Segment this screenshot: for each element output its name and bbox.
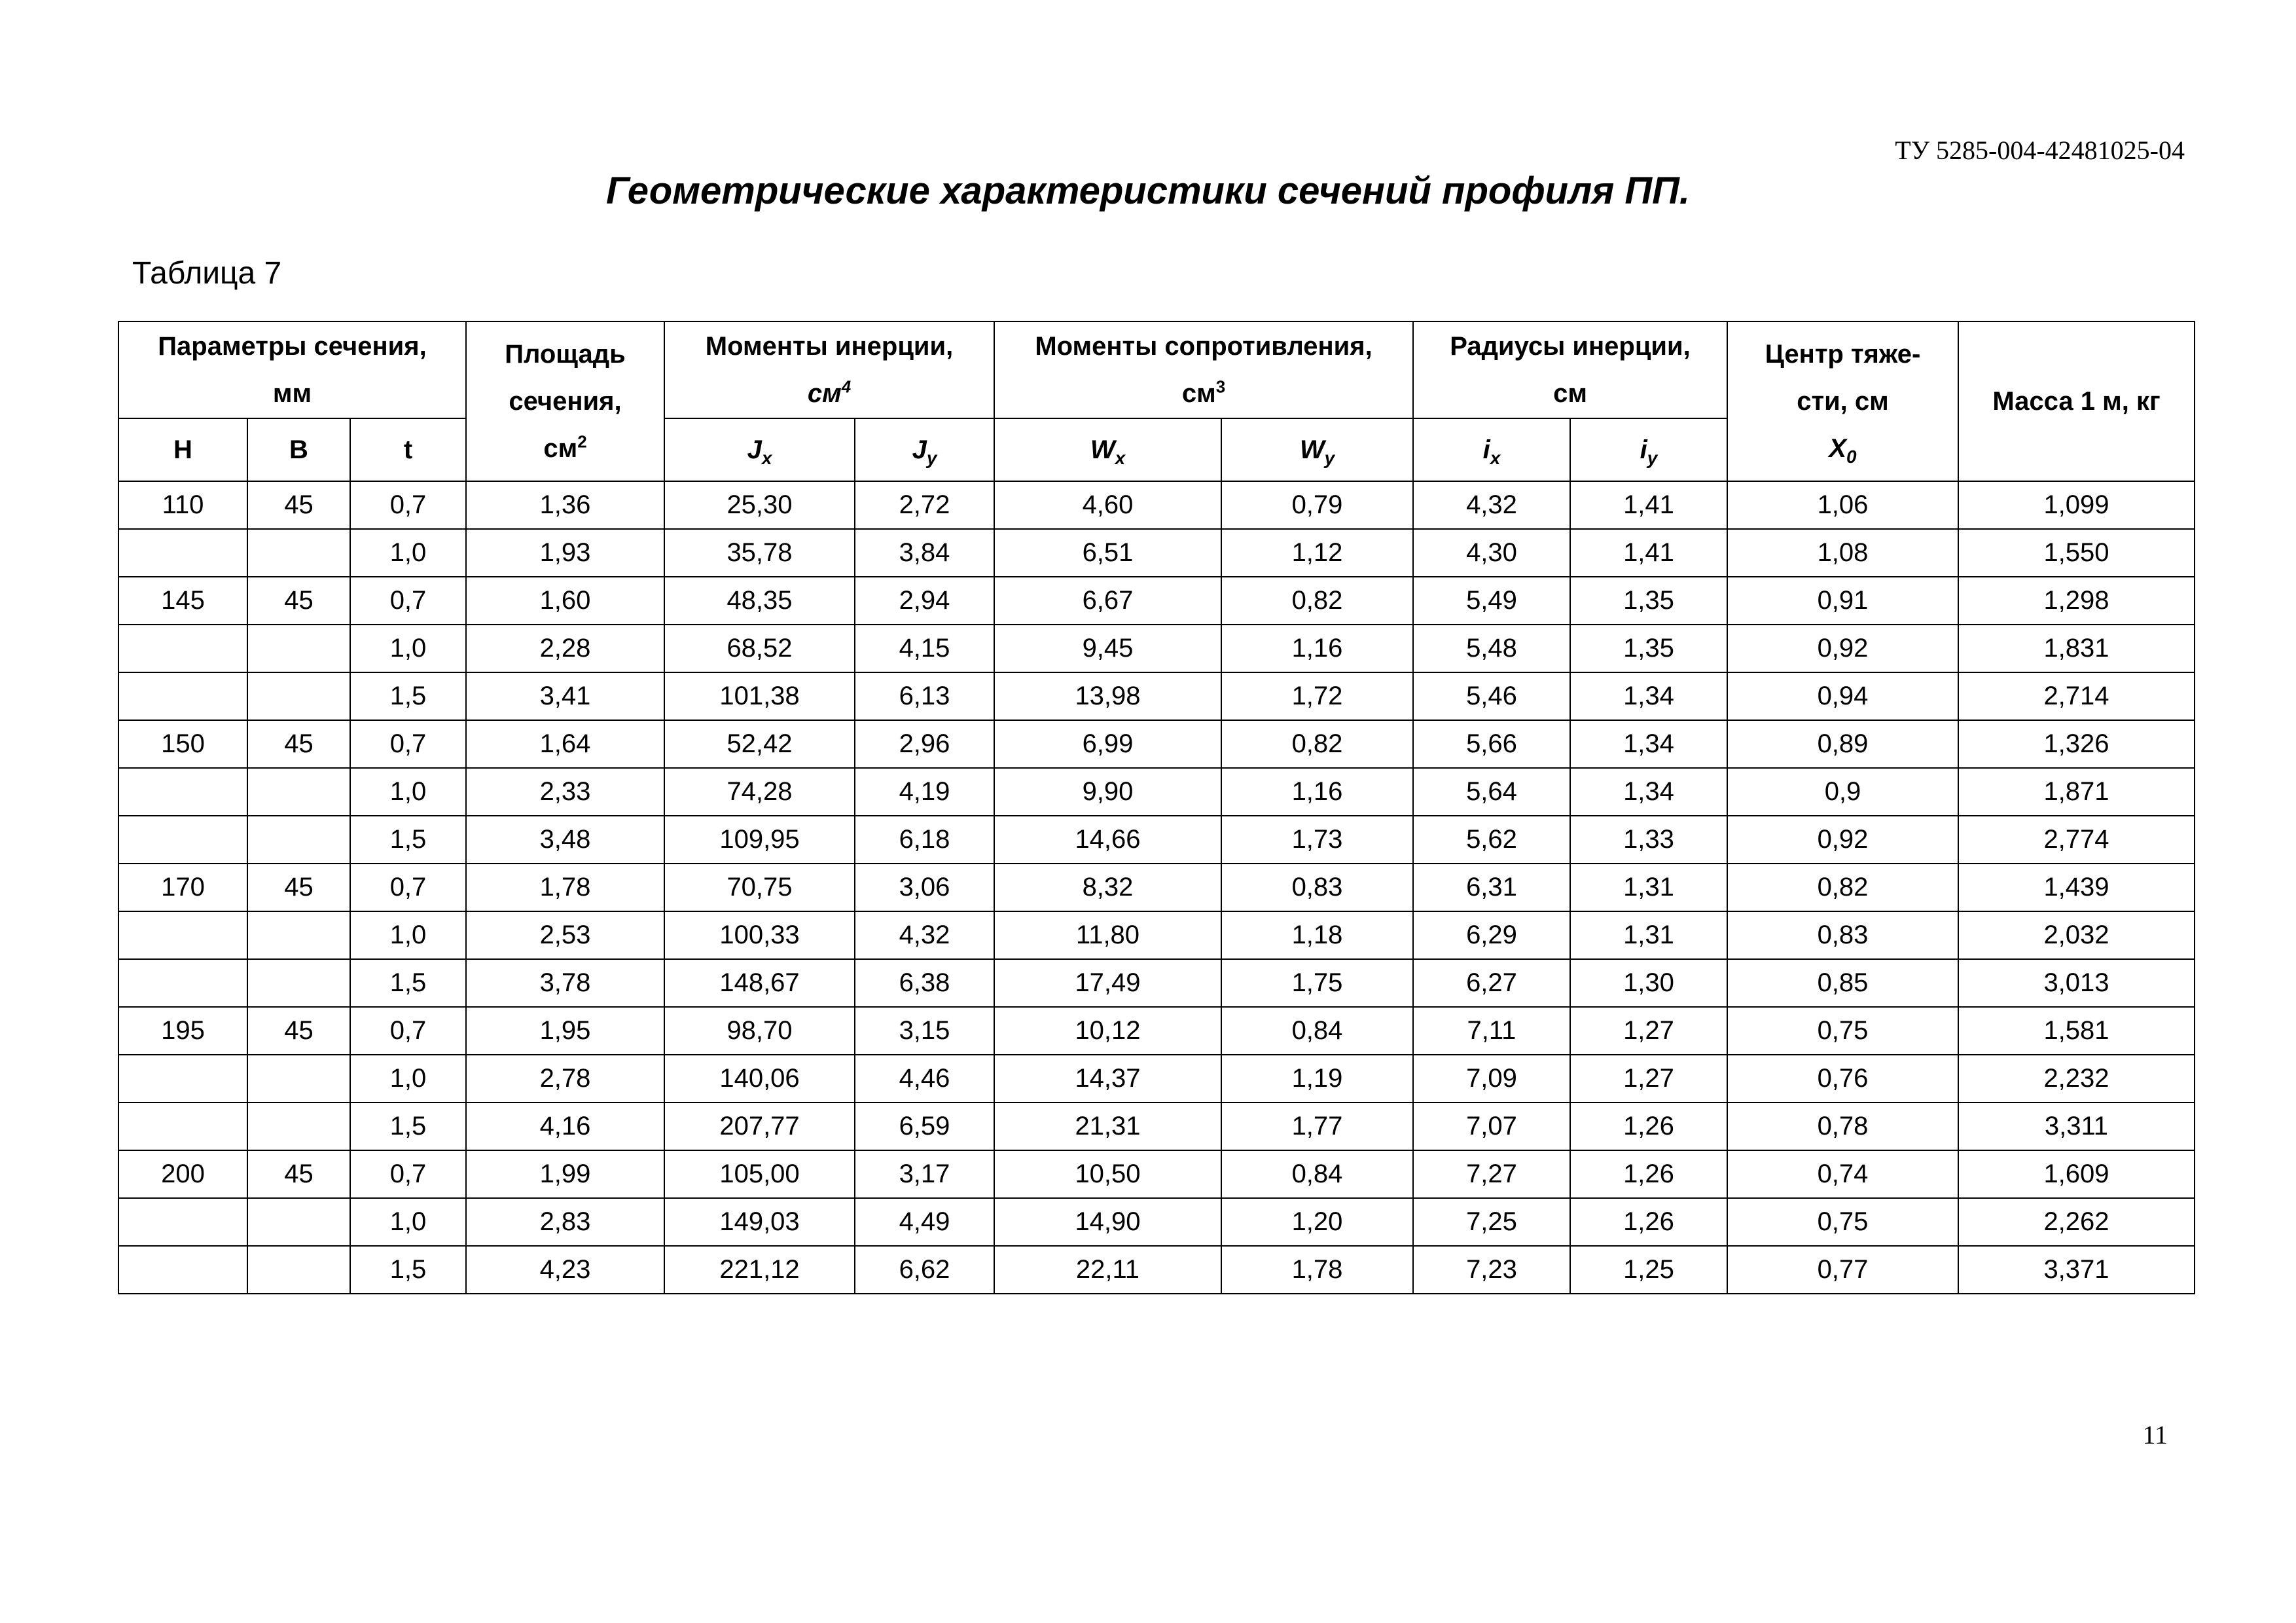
cell-wx: 6,99	[994, 720, 1221, 768]
header-iy	[1570, 418, 1727, 481]
table-row	[118, 720, 2195, 768]
header-area-line1: Площадь	[505, 340, 626, 369]
cell-b	[247, 911, 350, 959]
cell-iy: 1,30	[1570, 959, 1727, 1007]
cell-area: 1,95	[466, 1007, 664, 1055]
cell-wx: 10,50	[994, 1150, 1221, 1198]
cell-jx: 35,78	[664, 529, 855, 577]
cell-b	[247, 1055, 350, 1103]
cell-ix: 7,11	[1413, 1007, 1570, 1055]
cell-area: 1,99	[466, 1150, 664, 1198]
table-row	[118, 911, 2195, 959]
header-center-line2: сти, см	[1797, 387, 1889, 416]
table-row	[118, 1246, 2195, 1294]
cell-mass: 2,262	[1958, 1198, 2195, 1246]
cell-wy: 0,82	[1221, 577, 1413, 625]
cell-h	[118, 1055, 247, 1103]
cell-jx: 70,75	[664, 864, 855, 911]
cell-wy: 1,77	[1221, 1103, 1413, 1150]
cell-h	[118, 1198, 247, 1246]
header-resistance-line1: Моменты сопротивления,	[1035, 332, 1372, 361]
table-row	[118, 816, 2195, 864]
cell-wy: 0,83	[1221, 864, 1413, 911]
cell-mass: 1,298	[1958, 577, 2195, 625]
cell-ix: 7,23	[1413, 1246, 1570, 1294]
cell-jy: 2,96	[855, 720, 994, 768]
header-wy-symbol: W	[1299, 435, 1325, 464]
cell-mass: 2,774	[1958, 816, 2195, 864]
header-section-params-line1: Параметры сечения,	[158, 332, 427, 361]
cell-h: 145	[118, 577, 247, 625]
header-resistance-unit-exp: 3	[1215, 376, 1226, 397]
cell-ix: 5,66	[1413, 720, 1570, 768]
page-title: Геометрические характеристики сечений профиля ПП.	[606, 170, 1690, 212]
header-area-unit: см	[543, 434, 578, 463]
table-row	[118, 959, 2195, 1007]
cell-jx: 68,52	[664, 625, 855, 672]
header-jx-symbol: J	[747, 435, 762, 464]
cell-t: 1,5	[350, 1246, 466, 1294]
header-wx-sub: x	[1115, 448, 1126, 468]
cell-b: 45	[247, 720, 350, 768]
cell-area: 2,33	[466, 768, 664, 816]
cell-iy: 1,26	[1570, 1150, 1727, 1198]
cell-h: 110	[118, 481, 247, 529]
header-wy-sub: y	[1324, 448, 1335, 468]
cell-jy: 6,62	[855, 1246, 994, 1294]
cell-ix: 5,64	[1413, 768, 1570, 816]
cell-area: 2,28	[466, 625, 664, 672]
table-row	[118, 768, 2195, 816]
cell-x0: 0,76	[1727, 1055, 1958, 1103]
header-iy-sub: y	[1647, 448, 1658, 468]
cell-wx: 9,45	[994, 625, 1221, 672]
cell-wy: 1,16	[1221, 768, 1413, 816]
table-row	[118, 1150, 2195, 1198]
cell-iy: 1,34	[1570, 768, 1727, 816]
cell-b	[247, 816, 350, 864]
cell-b: 45	[247, 864, 350, 911]
cell-x0: 1,06	[1727, 481, 1958, 529]
cell-x0: 0,85	[1727, 959, 1958, 1007]
cell-wy: 1,78	[1221, 1246, 1413, 1294]
cell-h: 170	[118, 864, 247, 911]
header-inertia	[664, 321, 994, 418]
cell-jx: 101,38	[664, 672, 855, 720]
cell-t: 1,5	[350, 816, 466, 864]
cell-wy: 1,12	[1221, 529, 1413, 577]
cell-iy: 1,35	[1570, 625, 1727, 672]
cell-jy: 2,72	[855, 481, 994, 529]
table-row	[118, 577, 2195, 625]
header-area-line2: сечения,	[509, 387, 622, 416]
header-inertia-line1: Моменты инерции,	[705, 332, 954, 361]
cell-wy: 1,18	[1221, 911, 1413, 959]
cell-iy: 1,31	[1570, 911, 1727, 959]
cell-t: 0,7	[350, 577, 466, 625]
cell-area: 1,64	[466, 720, 664, 768]
cell-wx: 17,49	[994, 959, 1221, 1007]
cell-jx: 100,33	[664, 911, 855, 959]
cell-ix: 6,31	[1413, 864, 1570, 911]
cell-jy: 6,18	[855, 816, 994, 864]
cell-area: 1,93	[466, 529, 664, 577]
cell-t: 1,5	[350, 672, 466, 720]
cell-h	[118, 959, 247, 1007]
cell-x0: 0,82	[1727, 864, 1958, 911]
cell-wx: 13,98	[994, 672, 1221, 720]
cell-b	[247, 768, 350, 816]
header-t: t	[350, 418, 466, 481]
cell-wy: 0,79	[1221, 481, 1413, 529]
table-label: Таблица 7	[132, 256, 282, 291]
cell-ix: 7,27	[1413, 1150, 1570, 1198]
cell-area: 4,16	[466, 1103, 664, 1150]
cell-jy: 2,94	[855, 577, 994, 625]
header-radius-line2: см	[1553, 379, 1587, 408]
cell-wy: 1,75	[1221, 959, 1413, 1007]
cell-iy: 1,26	[1570, 1103, 1727, 1150]
cell-mass: 1,871	[1958, 768, 2195, 816]
cell-wy: 1,72	[1221, 672, 1413, 720]
cell-x0: 0,77	[1727, 1246, 1958, 1294]
cell-h	[118, 768, 247, 816]
cell-ix: 5,48	[1413, 625, 1570, 672]
cell-ix: 7,09	[1413, 1055, 1570, 1103]
table-row	[118, 1103, 2195, 1150]
cell-t: 0,7	[350, 1007, 466, 1055]
cell-t: 1,0	[350, 1198, 466, 1246]
cell-wx: 11,80	[994, 911, 1221, 959]
cell-h	[118, 529, 247, 577]
cell-iy: 1,27	[1570, 1007, 1727, 1055]
cell-h: 195	[118, 1007, 247, 1055]
cell-t: 1,5	[350, 959, 466, 1007]
cell-jx: 98,70	[664, 1007, 855, 1055]
header-section-params	[118, 321, 466, 418]
cell-iy: 1,25	[1570, 1246, 1727, 1294]
cell-ix: 6,27	[1413, 959, 1570, 1007]
cell-jx: 148,67	[664, 959, 855, 1007]
cell-h	[118, 625, 247, 672]
cell-ix: 7,25	[1413, 1198, 1570, 1246]
cell-mass: 1,439	[1958, 864, 2195, 911]
cell-area: 4,23	[466, 1246, 664, 1294]
header-radius	[1413, 321, 1727, 418]
cell-area: 1,78	[466, 864, 664, 911]
cell-h: 200	[118, 1150, 247, 1198]
cell-b	[247, 1198, 350, 1246]
cell-mass: 1,609	[1958, 1150, 2195, 1198]
cell-wx: 14,37	[994, 1055, 1221, 1103]
document-code: ТУ 5285-004-42481025-04	[1895, 136, 2185, 165]
header-h: H	[118, 418, 247, 481]
cell-iy: 1,33	[1570, 816, 1727, 864]
cell-mass: 1,831	[1958, 625, 2195, 672]
cell-ix: 5,49	[1413, 577, 1570, 625]
cell-h	[118, 911, 247, 959]
header-jy-sub: y	[926, 448, 937, 468]
cell-area: 2,83	[466, 1198, 664, 1246]
cell-jy: 6,38	[855, 959, 994, 1007]
cell-wx: 6,51	[994, 529, 1221, 577]
header-wx-symbol: W	[1090, 435, 1115, 464]
cell-mass: 3,311	[1958, 1103, 2195, 1150]
cell-wy: 0,82	[1221, 720, 1413, 768]
cell-x0: 0,92	[1727, 625, 1958, 672]
cell-x0: 0,75	[1727, 1007, 1958, 1055]
header-jy-symbol: J	[912, 435, 927, 464]
cell-jy: 3,15	[855, 1007, 994, 1055]
cell-jy: 6,59	[855, 1103, 994, 1150]
cell-x0: 0,78	[1727, 1103, 1958, 1150]
cell-h	[118, 672, 247, 720]
cell-h	[118, 1246, 247, 1294]
table-row	[118, 1055, 2195, 1103]
cell-b	[247, 672, 350, 720]
header-iy-symbol: i	[1640, 435, 1647, 464]
header-center-line1: Центр тяже-	[1765, 340, 1921, 369]
cell-h	[118, 816, 247, 864]
cell-jy: 3,06	[855, 864, 994, 911]
header-row-1	[118, 321, 2195, 418]
cell-mass: 2,032	[1958, 911, 2195, 959]
cell-wx: 10,12	[994, 1007, 1221, 1055]
cell-jx: 221,12	[664, 1246, 855, 1294]
cell-x0: 1,08	[1727, 529, 1958, 577]
cell-jy: 3,84	[855, 529, 994, 577]
header-resistance-unit: см	[1181, 379, 1216, 408]
cell-jy: 6,13	[855, 672, 994, 720]
cell-jy: 4,46	[855, 1055, 994, 1103]
header-jy	[855, 418, 994, 481]
header-resistance	[994, 321, 1413, 418]
header-inertia-unit-exp: 4	[841, 376, 852, 397]
cell-jx: 105,00	[664, 1150, 855, 1198]
cell-jy: 3,17	[855, 1150, 994, 1198]
properties-table	[118, 321, 2195, 1294]
cell-jx: 25,30	[664, 481, 855, 529]
cell-x0: 0,75	[1727, 1198, 1958, 1246]
cell-x0: 0,83	[1727, 911, 1958, 959]
cell-b: 45	[247, 481, 350, 529]
cell-wx: 14,90	[994, 1198, 1221, 1246]
cell-b	[247, 959, 350, 1007]
cell-mass: 1,099	[1958, 481, 2195, 529]
cell-t: 1,5	[350, 1103, 466, 1150]
cell-t: 1,0	[350, 768, 466, 816]
header-ix-sub: x	[1490, 448, 1501, 468]
cell-jy: 4,32	[855, 911, 994, 959]
cell-wx: 4,60	[994, 481, 1221, 529]
cell-b	[247, 625, 350, 672]
cell-jy: 4,19	[855, 768, 994, 816]
cell-area: 2,53	[466, 911, 664, 959]
cell-wx: 8,32	[994, 864, 1221, 911]
cell-b	[247, 1103, 350, 1150]
cell-t: 1,0	[350, 529, 466, 577]
header-ix-symbol: i	[1482, 435, 1490, 464]
cell-b: 45	[247, 577, 350, 625]
cell-t: 0,7	[350, 481, 466, 529]
table-row	[118, 625, 2195, 672]
cell-wy: 1,16	[1221, 625, 1413, 672]
cell-ix: 5,46	[1413, 672, 1570, 720]
cell-t: 0,7	[350, 864, 466, 911]
header-ix	[1413, 418, 1570, 481]
cell-b: 45	[247, 1007, 350, 1055]
cell-wy: 1,19	[1221, 1055, 1413, 1103]
table-row	[118, 481, 2195, 529]
table-row	[118, 1198, 2195, 1246]
cell-iy: 1,34	[1570, 720, 1727, 768]
cell-wy: 0,84	[1221, 1007, 1413, 1055]
cell-area: 1,36	[466, 481, 664, 529]
cell-b	[247, 529, 350, 577]
header-center-symbol: X	[1829, 434, 1847, 463]
cell-area: 3,41	[466, 672, 664, 720]
cell-jx: 48,35	[664, 577, 855, 625]
header-b: B	[247, 418, 350, 481]
cell-t: 0,7	[350, 720, 466, 768]
header-wx	[994, 418, 1221, 481]
cell-h	[118, 1103, 247, 1150]
cell-mass: 2,714	[1958, 672, 2195, 720]
cell-jx: 140,06	[664, 1055, 855, 1103]
cell-wx: 14,66	[994, 816, 1221, 864]
header-mass-label: Масса 1 м, кг	[1992, 387, 2161, 416]
cell-ix: 4,30	[1413, 529, 1570, 577]
header-center	[1727, 321, 1958, 481]
cell-b	[247, 1246, 350, 1294]
cell-x0: 0,74	[1727, 1150, 1958, 1198]
cell-mass: 3,013	[1958, 959, 2195, 1007]
cell-area: 1,60	[466, 577, 664, 625]
header-center-symbol-sub: 0	[1846, 447, 1857, 467]
cell-jx: 109,95	[664, 816, 855, 864]
cell-wx: 22,11	[994, 1246, 1221, 1294]
cell-ix: 6,29	[1413, 911, 1570, 959]
cell-wy: 1,20	[1221, 1198, 1413, 1246]
table-row	[118, 1007, 2195, 1055]
cell-h: 150	[118, 720, 247, 768]
cell-mass: 1,581	[1958, 1007, 2195, 1055]
cell-t: 1,0	[350, 1055, 466, 1103]
cell-area: 2,78	[466, 1055, 664, 1103]
cell-jy: 4,49	[855, 1198, 994, 1246]
cell-jx: 207,77	[664, 1103, 855, 1150]
cell-iy: 1,26	[1570, 1198, 1727, 1246]
cell-iy: 1,35	[1570, 577, 1727, 625]
header-jx-sub: x	[761, 448, 772, 468]
cell-area: 3,48	[466, 816, 664, 864]
cell-ix: 4,32	[1413, 481, 1570, 529]
header-mass	[1958, 321, 2195, 481]
header-wy	[1221, 418, 1413, 481]
cell-jx: 74,28	[664, 768, 855, 816]
cell-wx: 21,31	[994, 1103, 1221, 1150]
cell-t: 1,0	[350, 911, 466, 959]
header-jx	[664, 418, 855, 481]
cell-wy: 0,84	[1221, 1150, 1413, 1198]
table-row	[118, 529, 2195, 577]
cell-wx: 9,90	[994, 768, 1221, 816]
cell-iy: 1,41	[1570, 481, 1727, 529]
cell-x0: 0,89	[1727, 720, 1958, 768]
cell-mass: 1,326	[1958, 720, 2195, 768]
header-area	[466, 321, 664, 481]
table-body	[118, 481, 2195, 1294]
cell-x0: 0,92	[1727, 816, 1958, 864]
header-area-unit-exp: 2	[577, 431, 587, 452]
cell-x0: 0,94	[1727, 672, 1958, 720]
cell-mass: 1,550	[1958, 529, 2195, 577]
cell-wx: 6,67	[994, 577, 1221, 625]
cell-b: 45	[247, 1150, 350, 1198]
header-section-params-line2: мм	[272, 379, 312, 408]
cell-iy: 1,27	[1570, 1055, 1727, 1103]
header-inertia-unit: см	[807, 379, 842, 408]
cell-jx: 149,03	[664, 1198, 855, 1246]
cell-x0: 0,9	[1727, 768, 1958, 816]
table-row	[118, 672, 2195, 720]
cell-mass: 3,371	[1958, 1246, 2195, 1294]
header-radius-line1: Радиусы инерции,	[1450, 332, 1691, 361]
page-number: 11	[2142, 1420, 2168, 1450]
cell-jy: 4,15	[855, 625, 994, 672]
cell-iy: 1,34	[1570, 672, 1727, 720]
cell-iy: 1,41	[1570, 529, 1727, 577]
cell-wy: 1,73	[1221, 816, 1413, 864]
cell-iy: 1,31	[1570, 864, 1727, 911]
table-row	[118, 864, 2195, 911]
cell-t: 0,7	[350, 1150, 466, 1198]
cell-area: 3,78	[466, 959, 664, 1007]
cell-mass: 2,232	[1958, 1055, 2195, 1103]
cell-x0: 0,91	[1727, 577, 1958, 625]
cell-jx: 52,42	[664, 720, 855, 768]
cell-t: 1,0	[350, 625, 466, 672]
cell-ix: 7,07	[1413, 1103, 1570, 1150]
cell-ix: 5,62	[1413, 816, 1570, 864]
